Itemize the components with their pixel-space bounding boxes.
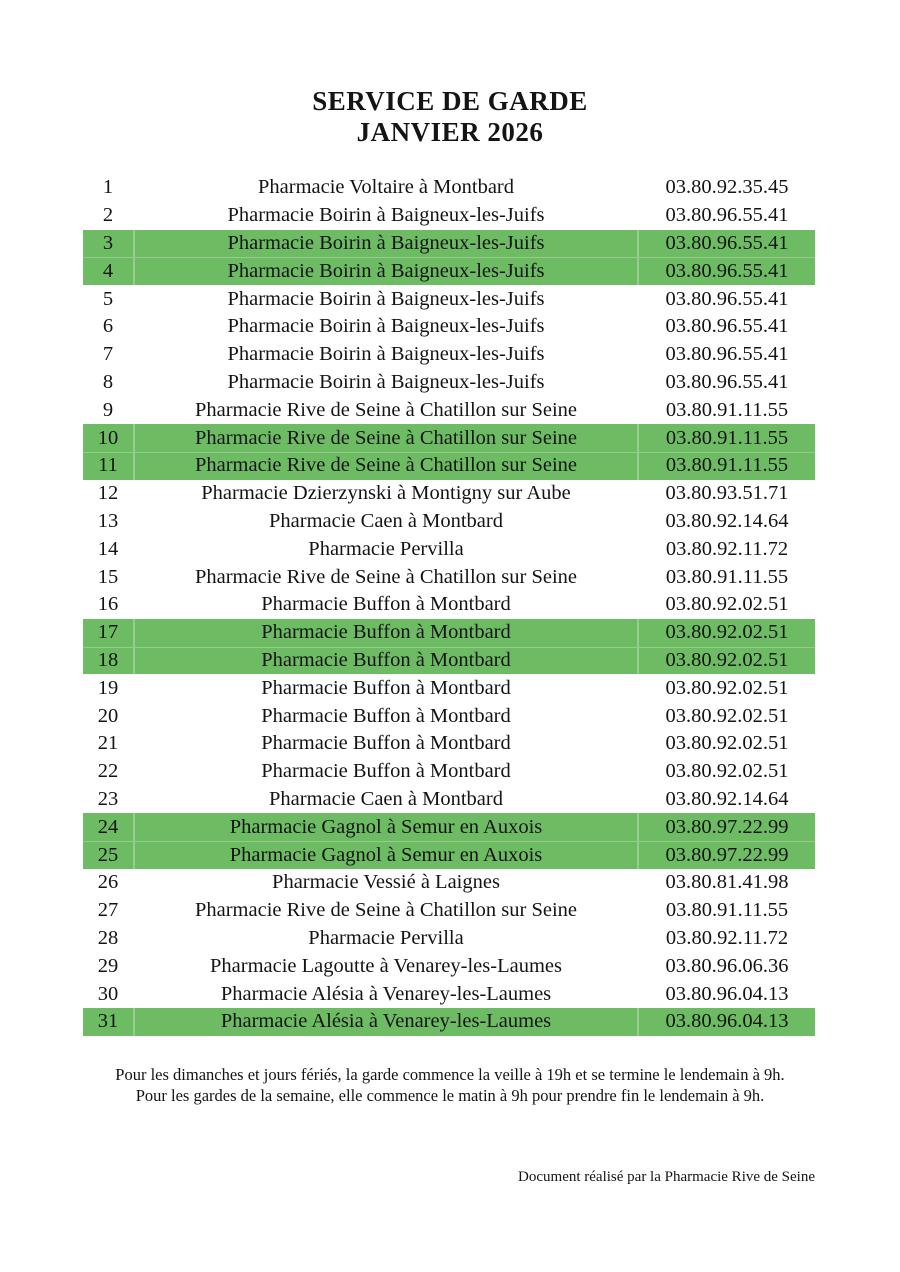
day-cell: 18 [83,647,133,675]
pharmacy-cell: Pharmacie Rive de Seine à Chatillon sur Seine [135,452,637,480]
table-row [83,480,815,508]
table-row [83,758,815,786]
table-row [83,396,815,424]
day-cell: 28 [97,926,119,949]
pharmacy-cell: Pharmacie Rive de Seine à Chatillon sur Seine [135,424,637,452]
phone-cell: 03.80.91.11.55 [665,565,789,588]
table-row [83,535,815,563]
table-row [83,730,815,758]
day-cell: 14 [97,537,119,560]
page-title-line2: JANVIER 2026 [356,117,544,147]
phone-cell: 03.80.92.02.51 [639,647,815,675]
table-row [83,369,815,397]
table-row [83,424,815,452]
pharmacy-cell: Pharmacie Vessié à Laignes [272,871,500,894]
phone-cell: 03.80.92.02.51 [665,732,789,755]
day-cell: 17 [83,619,133,647]
table-row [83,869,815,897]
day-cell: 8 [102,370,114,393]
day-cell: 5 [102,287,114,310]
day-cell: 13 [97,509,119,532]
phone-cell: 03.80.92.35.45 [665,176,789,199]
table-row [83,841,815,869]
pharmacy-cell: Pharmacie Boirin à Baigneux-les-Juifs [227,287,545,310]
pharmacy-cell: Pharmacie Rive de Seine à Chatillon sur Seine [194,398,577,421]
table-row [83,952,815,980]
pharmacy-cell: Pharmacie Buffon à Montbard [261,676,511,699]
pharmacy-cell: Pharmacie Boirin à Baigneux-les-Juifs [227,315,545,338]
footer-notes [0,1065,900,1106]
phone-cell: 03.80.96.55.41 [665,204,789,227]
pharmacy-cell: Pharmacie Buffon à Montbard [135,647,637,675]
phone-cell: 03.80.92.14.64 [665,509,789,532]
day-cell: 22 [97,760,119,783]
pharmacy-cell: Pharmacie Gagnol à Semur en Auxois [135,813,637,841]
footer-note-1: Pour les dimanches et jours fériés, la garde commence la veille à 19h et se termine le lendemain à 9h. [115,1065,785,1084]
day-cell: 30 [97,982,119,1005]
pharmacy-cell: Pharmacie Rive de Seine à Chatillon sur Seine [194,565,577,588]
day-cell: 12 [97,482,119,505]
day-cell: 19 [97,676,119,699]
day-cell: 6 [102,315,114,338]
pharmacy-cell: Pharmacie Alésia à Venarey-les-Laumes [220,982,552,1005]
table-row [83,202,815,230]
footer-note-2: Pour les gardes de la semaine, elle commence le matin à 9h pour prendre fin le lendemain à 9h. [135,1085,765,1105]
table-row [83,647,815,675]
phone-cell: 03.80.96.06.36 [665,954,789,977]
day-cell: 23 [97,787,119,810]
day-cell: 24 [83,813,133,841]
phone-cell: 03.80.97.22.99 [639,813,815,841]
phone-cell: 03.80.96.55.41 [639,230,815,258]
day-cell: 16 [97,593,119,616]
pharmacy-cell: Pharmacie Boirin à Baigneux-les-Juifs [227,204,545,227]
day-cell: 25 [83,841,133,869]
table-row [83,508,815,536]
table-row [83,980,815,1008]
pharmacy-cell: Pharmacie Boirin à Baigneux-les-Juifs [227,370,545,393]
day-cell: 21 [97,732,119,755]
day-cell: 3 [83,230,133,258]
pharmacy-cell: Pharmacie Boirin à Baigneux-les-Juifs [135,257,637,285]
pharmacy-cell: Pharmacie Buffon à Montbard [261,732,511,755]
day-cell: 26 [97,871,119,894]
day-cell: 20 [97,704,119,727]
pharmacy-cell: Pharmacie Buffon à Montbard [135,619,637,647]
pharmacy-cell: Pharmacie Caen à Montbard [269,509,503,532]
phone-cell: 03.80.93.51.71 [665,482,789,505]
table-row [83,619,815,647]
pharmacy-cell: Pharmacie Boirin à Baigneux-les-Juifs [135,230,637,258]
phone-cell: 03.80.96.55.41 [665,287,789,310]
phone-cell: 03.80.92.14.64 [665,787,789,810]
phone-cell: 03.80.96.55.41 [665,370,789,393]
table-row [83,230,815,258]
table-row [83,452,815,480]
credit-line: Document réalisé par la Pharmacie Rive de Seine [518,1169,815,1185]
phone-cell: 03.80.92.02.51 [665,760,789,783]
table-row [83,925,815,953]
table-row [83,313,815,341]
phone-cell: 03.80.96.55.41 [665,343,789,366]
table-row [83,897,815,925]
phone-cell: 03.80.92.11.72 [665,537,789,560]
phone-cell: 03.80.91.11.55 [665,899,789,922]
pharmacy-cell: Pharmacie Buffon à Montbard [261,760,511,783]
pharmacy-cell: Pharmacie Gagnol à Semur en Auxois [135,841,637,869]
table-row [83,1008,815,1036]
phone-cell: 03.80.96.55.41 [665,315,789,338]
day-cell: 4 [83,257,133,285]
phone-cell: 03.80.91.11.55 [639,424,815,452]
phone-cell: 03.80.96.04.13 [639,1008,815,1036]
pharmacy-cell: Pharmacie Voltaire à Montbard [258,176,514,199]
pharmacy-cell: Pharmacie Boirin à Baigneux-les-Juifs [227,343,545,366]
pharmacy-cell: Pharmacie Alésia à Venarey-les-Laumes [135,1008,637,1036]
pharmacy-cell: Pharmacie Buffon à Montbard [261,704,511,727]
phone-cell: 03.80.96.55.41 [639,257,815,285]
phone-cell: 03.80.91.11.55 [665,398,789,421]
page-title [0,86,900,148]
day-cell: 7 [102,343,114,366]
day-cell: 2 [102,204,114,227]
day-cell: 1 [102,176,114,199]
day-cell: 29 [97,954,119,977]
table-row [83,702,815,730]
day-cell: 10 [83,424,133,452]
pharmacy-cell: Pharmacie Buffon à Montbard [261,593,511,616]
day-cell: 9 [102,398,114,421]
pharmacy-cell: Pharmacie Dzierzynski à Montigny sur Aube [201,482,571,505]
table-row [83,257,815,285]
phone-cell: 03.80.92.02.51 [665,704,789,727]
day-cell: 11 [83,452,133,480]
table-row [83,786,815,814]
table-row [83,285,815,313]
phone-cell: 03.80.92.11.72 [665,926,789,949]
table-row [83,813,815,841]
pharmacy-cell: Pharmacie Pervilla [308,537,464,560]
table-row [83,174,815,202]
phone-cell: 03.80.97.22.99 [639,841,815,869]
phone-cell: 03.80.81.41.98 [665,871,789,894]
page-title-line1: SERVICE DE GARDE [312,86,588,116]
pharmacy-cell: Pharmacie Lagoutte à Venarey-les-Laumes [210,954,562,977]
table-row [83,341,815,369]
phone-cell: 03.80.96.04.13 [665,982,789,1005]
pharmacy-cell: Pharmacie Caen à Montbard [269,787,503,810]
table-row [83,591,815,619]
table-row [83,674,815,702]
phone-cell: 03.80.92.02.51 [665,676,789,699]
phone-cell: 03.80.92.02.51 [665,593,789,616]
pharmacy-cell: Pharmacie Pervilla [308,926,464,949]
day-cell: 31 [83,1008,133,1036]
table-row [83,563,815,591]
phone-cell: 03.80.92.02.51 [639,619,815,647]
schedule-table [83,174,815,1036]
day-cell: 15 [97,565,119,588]
day-cell: 27 [97,899,119,922]
phone-cell: 03.80.91.11.55 [639,452,815,480]
pharmacy-cell: Pharmacie Rive de Seine à Chatillon sur Seine [194,899,577,922]
